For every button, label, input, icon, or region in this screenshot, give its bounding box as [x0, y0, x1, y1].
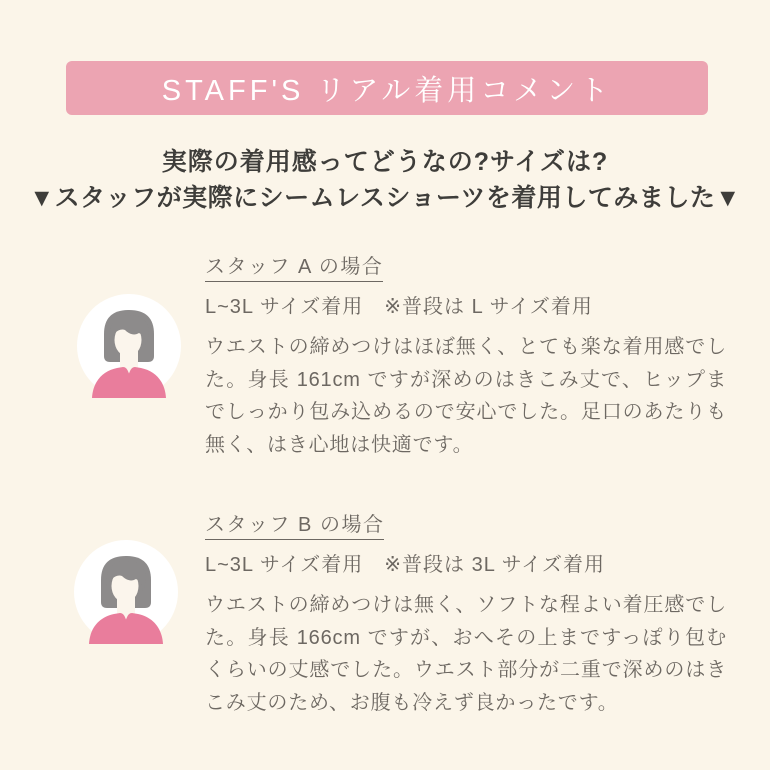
staff-a-avatar: [77, 294, 181, 398]
female-avatar-icon: [74, 540, 178, 644]
staff-b-name-label: スタッフ B の場合: [205, 514, 384, 540]
banner-title: STAFF'S リアル着用コメント: [161, 74, 613, 107]
headline: [0, 147, 770, 213]
staff-a-section: [205, 256, 727, 461]
headline-line-1: 実際の着用感ってどうなの?サイズは?: [161, 148, 609, 176]
staff-b-section: [205, 514, 727, 719]
staff-a-name-label: スタッフ A の場合: [205, 256, 383, 282]
staff-a-size-label: L~3L サイズ着用 ※普段は L サイズ着用: [205, 296, 593, 318]
staff-a-comment: ウエストの締めつけはほぼ無く、とても楽な着用感でした。身長 161cm ですが深めのはきこみ丈で、ヒップまでしっかり包み込めるので安心でした。足口のあたりも無く、はき心地は快適です。: [205, 336, 727, 456]
staff-b-avatar: [74, 540, 178, 644]
staff-b-size-label: L~3L サイズ着用 ※普段は 3L サイズ着用: [205, 554, 606, 576]
female-avatar-icon: [77, 294, 181, 398]
headline-line-2: ▼スタッフが実際にシームレスショーツを着用してみました▼: [29, 184, 741, 212]
staff-b-comment: ウエストの締めつけは無く、ソフトな程よい着圧感でした。身長 166cm ですが、おへその上まですっぽり包むくらいの丈感でした。ウエスト部分が二重で深めのはきこみ丈のため、お腹も冷えず良かったです。: [205, 594, 727, 714]
staff-banner: [66, 61, 708, 115]
